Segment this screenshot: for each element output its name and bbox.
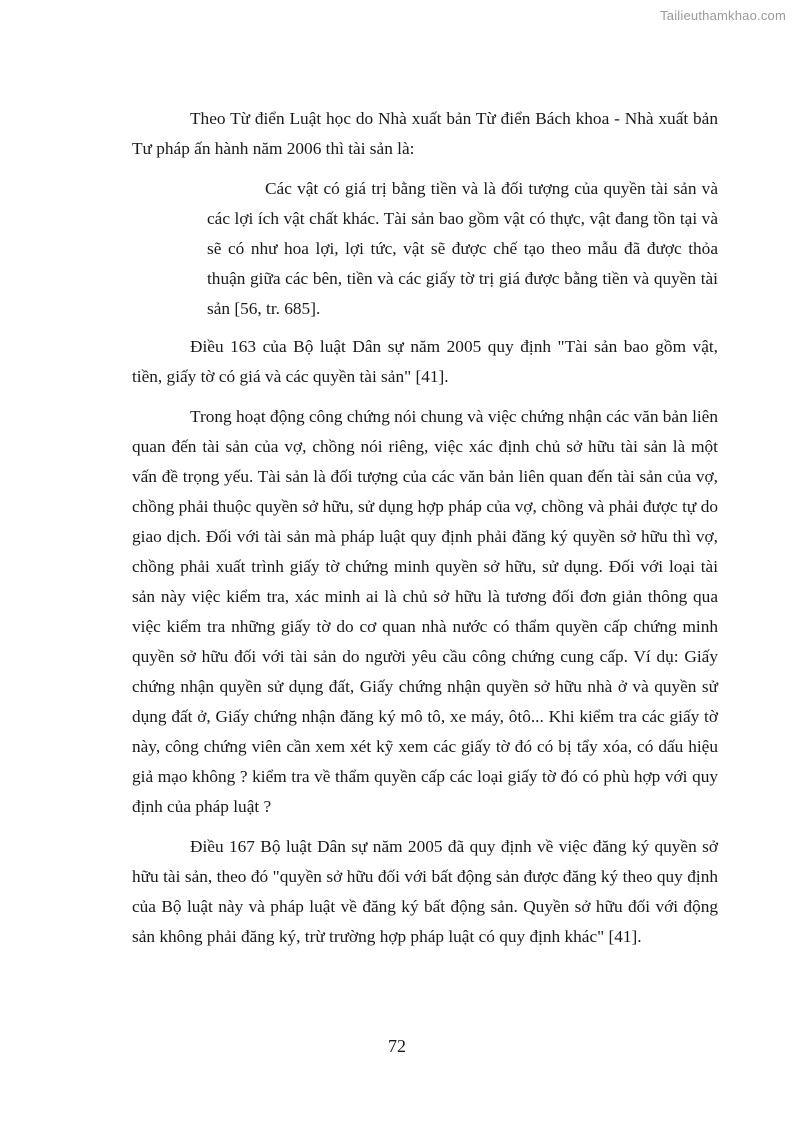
page-number: 72 [388,1036,406,1056]
paragraph-article-167: Điều 167 Bộ luật Dân sự năm 2005 đã quy định về việc đăng ký quyền sở hữu tài sản, theo đó "quyền sở hữu đối với bất động sản được đăng ký theo quy định của Bộ luật này và pháp luật về đăng ký bất động sản. Quyền sở hữu đối với động sản không phải đăng ký, trừ trường hợp pháp luật có quy định khác" [41]. [132,837,718,946]
paragraph-intro: Theo Từ điển Luật học do Nhà xuất bản Từ điển Bách khoa - Nhà xuất bản Tư pháp ấn hành năm 2006 thì tài sản là: [132,109,718,158]
watermark: Tailieuthamkhao.com [660,8,786,23]
paragraph-notary-practice: Trong hoạt động công chứng nói chung và việc chứng nhận các văn bản liên quan đến tài sản của vợ, chồng nói riêng, việc xác định chủ sở hữu tài sản là một vấn đề trọng yếu. Tài sản là đối tượng của các văn bản liên quan đến tài sản của vợ, chồng phải thuộc quyền sở hữu, sử dụng hợp pháp của vợ, chồng và phải được tự do giao dịch. Đối với tài sản mà pháp luật quy định phải đăng ký quyền sở hữu thì vợ, chồng phải xuất trình giấy tờ chứng minh quyền sở hữu, sử dụng. Đối với loại tài sản này việc kiểm tra, xác minh ai là chủ sở hữu là tương đối đơn giản thông qua việc kiểm tra những giấy tờ do cơ quan nhà nước có thẩm quyền cấp chứng minh quyền sở hữu đối với tài sản do người yêu cầu công chứng cung cấp. Ví dụ: Giấy chứng nhận quyền sử dụng đất, Giấy chứng nhận quyền sở hữu nhà ở và quyền sử dụng đất ở, Giấy chứng nhận đăng ký mô tô, xe máy, ôtô... Khi kiểm tra các giấy tờ này, công chứng viên cần xem xét kỹ xem các giấy tờ đó có bị tẩy xóa, có dấu hiệu giả mạo không ? kiểm tra về thẩm quyền cấp các loại giấy tờ đó có phù hợp với quy định của pháp luật ? [132,407,718,816]
paragraph-article-163: Điều 163 của Bộ luật Dân sự năm 2005 quy định "Tài sản bao gồm vật, tiền, giấy tờ có giá và các quyền tài sản" [41]. [132,337,718,386]
document-body [132,104,718,962]
block-quote: Các vật có giá trị bằng tiền và là đối tượng của quyền tài sản và các lợi ích vật chất khác. Tài sản bao gồm vật có thực, vật đang tồn tại và sẽ có như hoa lợi, lợi tức, vật sẽ được chế tạo theo mẫu đã được thỏa thuận giữa các bên, tiền và các giấy tờ trị giá được bằng tiền và quyền tài sản [56, tr. 685]. [207,179,718,318]
